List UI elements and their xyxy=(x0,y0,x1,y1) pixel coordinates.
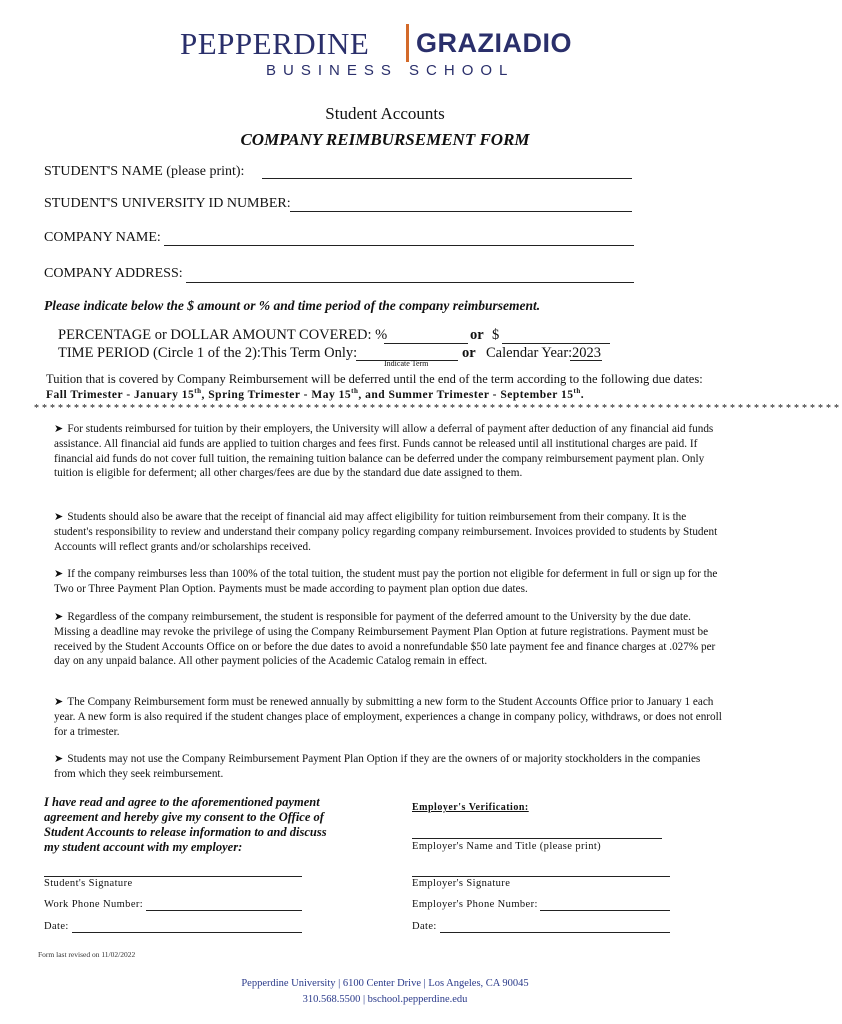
work-phone-field[interactable] xyxy=(146,910,302,911)
bullet-text: Students should also be aware that the receipt of financial aid may affect eligibility for tuition reimbursement from their company. It is the student's responsibility to review and understand their company policy regarding company reimbursement. Invoices provided to students by Student Accounts will reflect grants and/or scholarships received. xyxy=(54,511,718,553)
bullet-text: For students reimbursed for tuition by their employers, the University will allow a deferral of payment after deduction of any financial aid funds assistance. All financial aid funds are applied to tuition charges and fees first. Funds cannot be released until all institutional charges are paid. If financial aid funds do not cover full tuition, the remaining tuition balance can be deferred under the company reimbursement payment plan. Only tuition is eligible for deferment; all other charges/fees are due by the standard due date assigned to them. xyxy=(54,423,714,480)
company-address-field[interactable] xyxy=(186,282,634,283)
arrow-icon: ➤ xyxy=(54,753,64,765)
revision-note: Form last revised on 11/02/2022 xyxy=(38,950,136,959)
spring-sup: th xyxy=(351,387,359,395)
arrow-icon: ➤ xyxy=(54,696,64,708)
employer-name-field[interactable] xyxy=(412,838,662,839)
policy-bullet xyxy=(54,567,722,597)
dollar-field[interactable] xyxy=(502,343,610,344)
employer-signature-field[interactable] xyxy=(412,876,670,877)
arrow-icon: ➤ xyxy=(54,423,64,435)
bullet-text: If the company reimburses less than 100% of the total tuition, the student must pay the portion not eligible for deferment in full or sign up for the Two or Three Payment Plan Option. Payments must be made according to payment plan option due dates. xyxy=(54,568,718,595)
policy-bullet xyxy=(54,695,722,739)
calendar-year-label: Calendar Year: xyxy=(486,345,573,361)
employer-date-field[interactable] xyxy=(440,932,670,933)
student-date-field[interactable] xyxy=(72,932,302,933)
indicate-term-hint: Indicate Term xyxy=(384,359,429,368)
dollar-sign: $ xyxy=(492,327,500,343)
page-title: COMPANY REIMBURSEMENT FORM xyxy=(240,130,530,149)
employer-phone-field[interactable] xyxy=(540,910,670,911)
student-date-label: Date: xyxy=(44,921,69,932)
employer-date-label: Date: xyxy=(412,921,437,932)
employer-name-label: Employer's Name and Title (please print) xyxy=(412,841,602,852)
arrow-icon: ➤ xyxy=(54,511,64,523)
policy-bullet xyxy=(54,422,722,481)
logo-business-school: BUSINESS SCHOOL xyxy=(266,62,515,79)
star-divider: ***************************************************************************************************** xyxy=(34,403,842,414)
summer-sup: th xyxy=(573,387,581,395)
amount-label: PERCENTAGE or DOLLAR AMOUNT COVERED: % xyxy=(58,327,388,343)
calendar-year-value[interactable]: 2023 xyxy=(572,345,601,361)
student-id-label: STUDENT'S UNIVERSITY ID NUMBER: xyxy=(44,196,291,211)
company-name-field[interactable] xyxy=(164,245,634,246)
policy-bullet xyxy=(54,510,722,554)
logo-graziadio: GRAZIADIO xyxy=(416,28,572,58)
work-phone-label: Work Phone Number: xyxy=(44,899,144,910)
due-dates xyxy=(46,387,584,401)
fall-sup: th xyxy=(194,387,202,395)
bullet-text: Regardless of the company reimbursement, the student is responsible for payment of the deferred amount to the University by the due date. Missing a deadline may revoke the privilege of using the Company Reimbursement Payment Plan Option at future registrations. Payment must be received by the Student Accounts Office on or before the due dates to avoid a nonrefundable $50 late payment fee and finance charges at .027% per day on any unpaid balance. All other payment policies of the Academic Catalog remain in effect. xyxy=(54,611,716,668)
bullet-text: The Company Reimbursement form must be renewed annually by submitting a new form to the Student Accounts Office prior to January 1 each year. A new form is also required if the student changes place of employment, experiences a change in company policy, withdraws, or does not enroll for a trimester. xyxy=(54,696,722,738)
time-period-label: TIME PERIOD (Circle 1 of the 2):This Term Only: xyxy=(58,345,358,361)
student-name-field[interactable] xyxy=(262,178,632,179)
policy-bullet xyxy=(54,752,722,782)
student-name-label: STUDENT'S NAME (please print): xyxy=(44,164,245,179)
fall-deadline: Fall Trimester - January 15 xyxy=(46,388,195,401)
arrow-icon: ➤ xyxy=(54,611,64,623)
deadline-end: . xyxy=(580,388,585,401)
summer-deadline: , and Summer Trimester - September 15 xyxy=(358,388,574,401)
student-signature-label: Student's Signature xyxy=(44,878,133,889)
student-id-field[interactable] xyxy=(290,211,632,212)
employer-signature-label: Employer's Signature xyxy=(412,878,511,889)
bullet-text: Students may not use the Company Reimbursement Payment Plan Option if they are the owners of or majority stockholders in the companies from which they seek reimbursement. xyxy=(54,753,701,780)
deferral-note: Tuition that is covered by Company Reimbursement will be deferred until the end of the term according to the following due dates: xyxy=(46,372,703,386)
company-name-label: COMPANY NAME: xyxy=(44,230,161,245)
logo-divider xyxy=(406,24,409,62)
policy-bullet xyxy=(54,610,722,669)
company-address-label: COMPANY ADDRESS: xyxy=(44,266,183,281)
footer-contact: 310.568.5500 | bschool.pepperdine.edu xyxy=(302,994,468,1005)
arrow-icon: ➤ xyxy=(54,568,64,580)
student-signature-field[interactable] xyxy=(44,876,302,877)
or-label-1: or xyxy=(470,327,484,343)
employer-phone-label: Employer's Phone Number: xyxy=(412,899,538,910)
spring-deadline: , Spring Trimester - May 15 xyxy=(201,388,352,401)
reimbursement-instruction: Please indicate below the $ amount or % and time period of the company reimbursement. xyxy=(44,298,541,313)
percent-field[interactable] xyxy=(384,343,468,344)
or-label-2: or xyxy=(462,345,476,361)
calendar-year-underline xyxy=(570,360,602,361)
consent-statement: I have read and agree to the aforementioned payment agreement and hereby give my consent to the Office of Student Accounts to release information to and discuss my student account with my employer: xyxy=(44,795,327,854)
page-subtitle: Student Accounts xyxy=(325,104,445,123)
footer-address: Pepperdine University | 6100 Center Drive | Los Angeles, CA 90045 xyxy=(241,978,529,989)
employer-verification-heading: Employer's Verification: xyxy=(412,802,529,813)
logo-pepperdine: PEPPERDINE xyxy=(180,26,370,61)
